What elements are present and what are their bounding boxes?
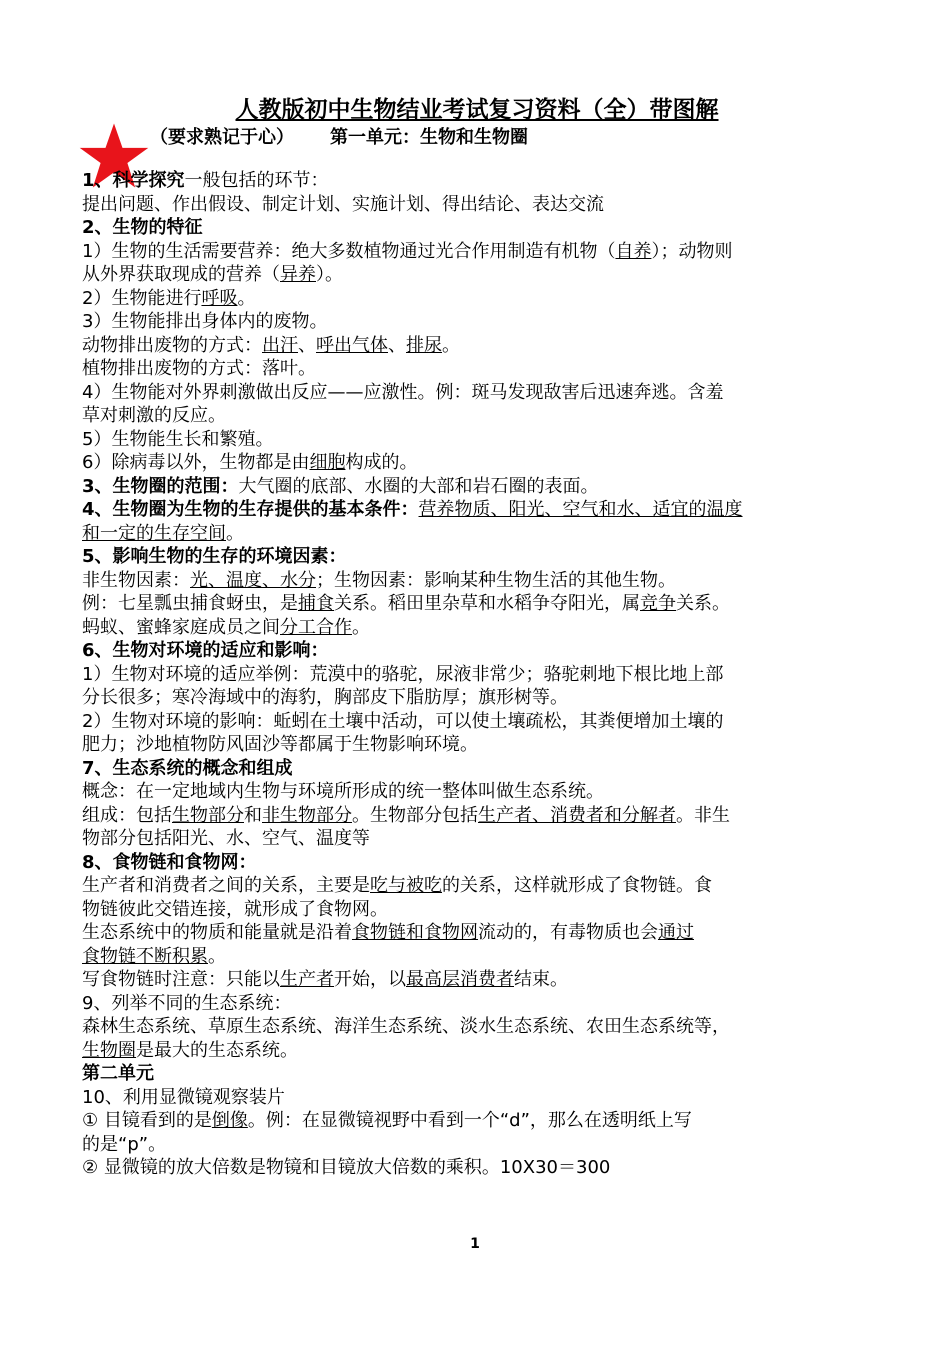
text-line: [82, 1039, 872, 1063]
text-segment: 8、食物链和食物网：: [82, 851, 257, 873]
text-line: [82, 428, 872, 452]
key-term: 异养: [280, 264, 316, 285]
page-number: 1: [470, 1236, 480, 1252]
key-term: 光、温度、水分: [190, 569, 316, 591]
key-term: 最高层消费者: [406, 969, 514, 990]
text-segment: 写食物链时注意：只能以: [82, 969, 280, 990]
memorize-note: （要求熟记于心）: [150, 127, 294, 148]
text-segment: 草对刺激的反应。: [82, 405, 226, 426]
document-body: [82, 169, 872, 1180]
text-segment: 。: [352, 616, 370, 638]
text-line: [82, 404, 872, 428]
text-segment: 2）生物对环境的影响：蚯蚓在土壤中活动，可以使土壤疏松，其粪便增加土壤的: [82, 710, 724, 732]
text-segment: 概念：在一定地域内生物与环境所形成的统一整体叫做生态系统。: [82, 781, 604, 802]
key-term: 竞争: [640, 593, 676, 614]
text-segment: 4、生物圈为生物的生存提供的基本条件：: [82, 499, 419, 520]
text-segment: 3、生物圈的范围：: [82, 475, 239, 497]
text-line: [82, 874, 872, 898]
text-line: [82, 686, 872, 710]
text-segment: ）；动物则: [651, 240, 733, 262]
text-line: [82, 1015, 872, 1039]
text-segment: 物部分包括阳光、水、空气、温度等: [82, 828, 370, 849]
text-line: [82, 310, 872, 334]
text-segment: 森林生态系统、草原生态系统、海洋生态系统、淡水生态系统、农田生态系统等，: [82, 1016, 730, 1037]
key-term: 细胞: [309, 452, 346, 473]
text-segment: ① 目镜看到的是: [82, 1110, 212, 1131]
text-line: [82, 616, 872, 640]
key-term: 营养物质、阳光、空气和水、适宜的温度: [418, 499, 743, 520]
key-term: 食物链和食物网: [352, 922, 478, 943]
text-segment: 。非生: [676, 804, 730, 826]
subtitle-line: [82, 125, 872, 151]
text-segment: 、: [388, 334, 406, 356]
text-segment: 6、生物对环境的适应和影响：: [82, 640, 329, 661]
text-segment: 的是“p”。: [82, 1133, 167, 1155]
text-segment: 的关系，这样就形成了食物链。食: [442, 875, 712, 896]
text-line: [82, 287, 872, 311]
text-segment: 开始，以: [334, 969, 406, 990]
text-line: [82, 757, 872, 781]
text-segment: 生态系统中的物质和能量就是沿着: [82, 922, 352, 943]
text-line: [82, 498, 872, 522]
text-segment: 9、列举不同的生态系统：: [82, 992, 292, 1014]
text-segment: 2）生物能进行: [82, 287, 202, 309]
text-line: [82, 193, 872, 217]
text-segment: 7、生态系统的概念和组成: [82, 757, 293, 779]
text-segment: 结束。: [514, 969, 568, 990]
text-line: [82, 1109, 872, 1133]
text-line: [82, 945, 872, 969]
text-segment: 关系。: [676, 593, 730, 614]
text-segment: 从外界获取现成的营养（: [82, 264, 280, 285]
text-segment: 植物排出废物的方式：落叶。: [82, 358, 316, 379]
text-line: [82, 733, 872, 757]
text-line: [82, 898, 872, 922]
text-line: [82, 569, 872, 593]
text-segment: 构成的。: [345, 452, 418, 473]
document-page: [82, 95, 872, 1180]
text-line: [82, 1156, 872, 1180]
text-line: [82, 240, 872, 264]
text-line: [82, 216, 872, 240]
key-term: 自养: [615, 240, 652, 262]
text-line: [82, 710, 872, 734]
text-segment: 。: [208, 945, 226, 967]
text-segment: 组成：包括: [82, 804, 172, 826]
text-segment: 关系。稻田里杂草和水稻争夺阳光，属: [334, 593, 640, 614]
key-term: 呼出气体: [316, 334, 388, 356]
text-segment: 6）除病毒以外，生物都是由: [82, 452, 310, 473]
key-term: 捕食: [298, 593, 334, 614]
key-term: 食物链不断积累: [82, 945, 208, 967]
key-term: 分工合作: [280, 616, 352, 638]
text-segment: 1）生物对环境的适应举例：荒漠中的骆驼，尿液非常少；骆驼刺地下根比地上部: [82, 663, 724, 685]
key-term: 生产者、消费者和分解者: [478, 804, 676, 826]
key-term: 生产者: [280, 969, 334, 990]
text-line: [82, 334, 872, 358]
text-segment: 。生物部分包括: [352, 804, 478, 826]
text-line: [82, 639, 872, 663]
text-segment: 例：七星瓢虫捕食蚜虫，是: [82, 593, 298, 614]
text-line: [82, 169, 872, 193]
key-term: 倒像: [211, 1110, 248, 1131]
text-line: [82, 851, 872, 875]
key-term: 非生物部分: [262, 804, 352, 826]
text-line: [82, 475, 872, 499]
text-line: [82, 1062, 872, 1086]
text-segment: 5、影响生物的生存的环境因素：: [82, 546, 347, 567]
text-segment: 大气圈的底部、水圈的大部和岩石圈的表面。: [238, 475, 599, 497]
key-term: 呼吸: [201, 287, 238, 309]
text-segment: 生产者和消费者之间的关系，主要是: [82, 875, 370, 896]
text-line: [82, 804, 872, 828]
text-line: [82, 592, 872, 616]
text-segment: 5）生物能生长和繁殖。: [82, 428, 274, 450]
text-line: [82, 1086, 872, 1110]
text-line: [82, 968, 872, 992]
text-line: [82, 381, 872, 405]
text-segment: 3）生物能排出身体内的废物。: [82, 311, 328, 332]
text-line: [82, 921, 872, 945]
text-segment: ② 显微镜的放大倍数是物镜和目镜放大倍数的乘积。10X30＝300: [82, 1157, 611, 1178]
text-segment: 流动的，有毒物质也会: [478, 922, 658, 943]
text-line: [82, 780, 872, 804]
key-term: 和一定的生存空间: [82, 522, 226, 544]
text-segment: 蚂蚁、蜜蜂家庭成员之间: [82, 616, 280, 638]
text-line: [82, 545, 872, 569]
text-segment: 科学探究: [112, 170, 185, 191]
text-segment: 1）生物的生活需要营养：绝大多数植物通过光合作用制造有机物（: [82, 240, 616, 262]
text-line: [82, 827, 872, 851]
text-line: [82, 357, 872, 381]
key-term: 吃与被吃: [370, 875, 442, 896]
text-segment: 。例：在显微镜视野中看到一个“d”，那么在透明纸上写: [247, 1110, 692, 1131]
text-segment: 10、利用显微镜观察装片: [82, 1086, 285, 1108]
text-segment: 4）生物能对外界刺激做出反应——应激性。例：斑马发现敌害后迅速奔逃。含羞: [82, 381, 724, 403]
text-segment: 2、生物的特征: [82, 217, 203, 238]
text-segment: 是最大的生态系统。: [136, 1039, 298, 1061]
text-segment: 物链彼此交错连接，就形成了食物网。: [82, 898, 388, 920]
text-segment: 、: [298, 334, 316, 356]
text-segment: 肥力；沙地植物防风固沙等都属于生物影响环境。: [82, 734, 478, 755]
text-segment: 提出问题、作出假设、制定计划、实施计划、得出结论、表达交流: [82, 193, 604, 215]
text-line: [82, 992, 872, 1016]
key-term: 生物部分: [172, 804, 244, 826]
text-line: [82, 451, 872, 475]
document-title: 人教版初中生物结业考试复习资料（全）带图解: [235, 97, 719, 123]
text-segment: ；生物因素：影响某种生物生活的其他生物。: [316, 569, 676, 591]
key-term: 出汗: [262, 334, 298, 356]
text-segment: ）。: [316, 264, 343, 285]
text-line: [82, 1133, 872, 1157]
text-segment: 1、: [82, 170, 113, 191]
key-term: 排尿: [406, 334, 442, 356]
text-segment: 动物排出废物的方式：: [82, 334, 262, 356]
key-term: 生物圈: [82, 1039, 136, 1061]
text-segment: 和: [244, 804, 262, 826]
text-segment: 。: [226, 522, 244, 544]
text-line: [82, 663, 872, 687]
text-line: [82, 522, 872, 546]
text-line: [82, 263, 872, 287]
text-segment: 一般包括的环节：: [184, 170, 329, 191]
key-term: 通过: [658, 922, 694, 943]
text-segment: 。: [442, 334, 460, 356]
text-segment: 非生物因素：: [82, 569, 190, 591]
text-segment: 第二单元: [82, 1063, 154, 1084]
text-segment: 。: [237, 287, 256, 309]
unit-heading: 第一单元：生物和生物圈: [330, 127, 528, 148]
text-segment: 分长很多；寒冷海域中的海豹，胸部皮下脂肪厚；旗形树等。: [82, 687, 568, 708]
